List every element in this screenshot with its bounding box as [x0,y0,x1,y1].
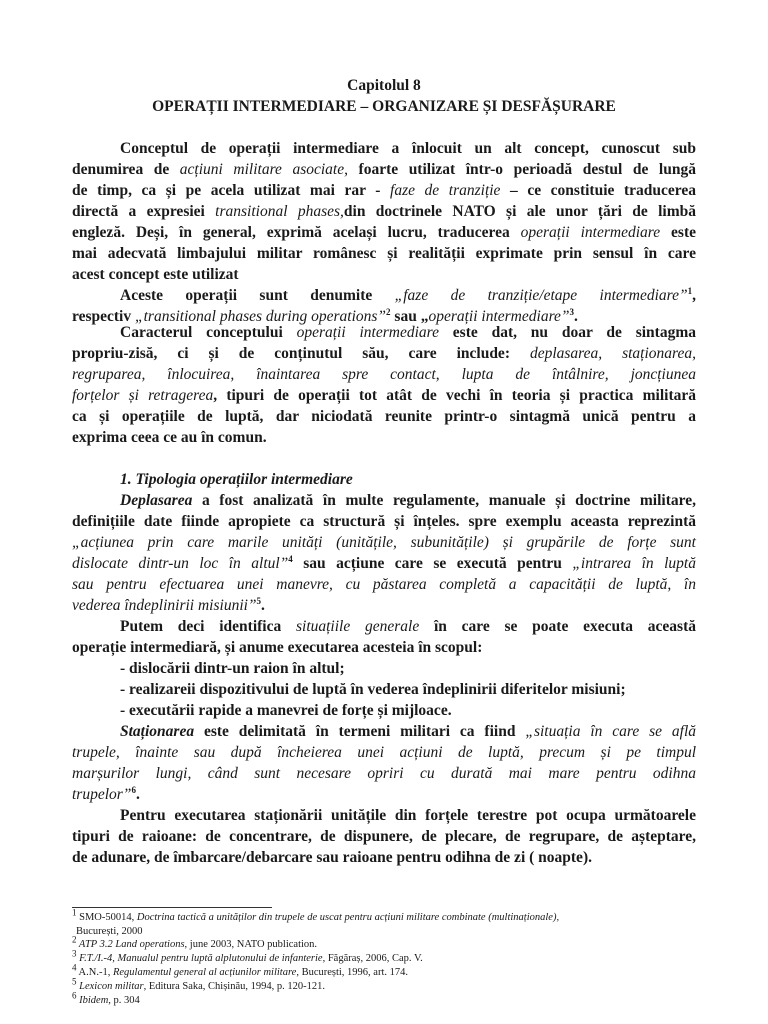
text-line: vederea îndeplinirii misiunii”$^5$. [72,595,265,614]
text-line: respectiv „transitional phases during operations”$^2$ sau „operații intermediare”$^3$. [72,306,578,325]
text-line: dislocate dintr-un loc în altul”$^4$ sau acțiune care se execută pentru „intrarea în luptă [72,553,696,572]
text-line: de timp, ca și pe acela utilizat mai rar - faze de tranziție – ce constituie traducerea [72,182,696,199]
text-line: directă a expresiei transitional phases,din doctrinele NATO și ale unor țări de limbă [72,203,696,220]
paragraph-names [72,285,696,327]
text-line: de adunare, de îmbarcare/debarcare sau raioane pentru odihna de zi ( noapte). [72,849,592,866]
footnote-2: $^2$ ATP 3.2 Land operations, june 2003, NATO publication. [72,934,318,950]
text-line: Putem deci identifica situațiile generale în care se poate executa această [120,618,696,635]
text-line: Caracterul conceptului operații intermediare este dat, nu doar de sintagma [120,324,696,341]
footnote-5: $^5$ Lexicon militar, Editura Saka, Chișinău, 1994, p. 120-121. [72,976,325,992]
text-line: acest concept este utilizat [72,266,239,283]
paragraph-raioane [72,805,696,868]
text-line: mai adecvată limbajului militar românesc și realității exprimate prin sensul în care [72,245,696,262]
paragraph-situations [72,616,696,721]
text-line: ca și operațiile de luptă, dar niciodată reunite printr-o sintagmă unică pentru a [72,408,696,425]
paragraph-deplasarea [72,490,696,616]
list-item: - realizareii dispozitivului de luptă în vederea îndeplinirii diferitelor misiuni; [120,681,626,698]
footnote-3: $^3$ F.T./I.-4, Manualul pentru luptă alplutonului de infanterie, Făgăraș, 2006, Cap. V. [72,948,423,964]
text-line: forțelor și retragerea, tipuri de operații tot atât de vechi în teoria și practica militară [72,387,696,404]
text-line: tipuri de raioane: de concentrare, de dispunere, de plecare, de regrupare, de așteptare, [72,828,696,845]
chapter-label: Capitolul 8 [347,77,421,94]
text-line: Conceptul de operații intermediare a înlocuit un alt concept, cunoscut sub [120,140,696,157]
list-item: - executării rapide a manevrei de forțe și mijloace. [120,702,452,719]
footnote-6: $^6$ Ibidem, p. 304 [72,990,140,1006]
text-line: denumirea de acțiuni militare asociate, foarte utilizat într-o perioadă destul de lungă [72,161,696,178]
list-item: - dislocării dintr-un raion în altul; [120,660,345,677]
paragraph-stationarea [72,721,696,805]
text-line: marșurilor lungi, când sunt necesare opriri cu durată mai mare pentru odihna [72,765,696,782]
text-line: operație intermediară, și anume executarea acesteia în scopul: [72,639,483,656]
text-line: engleză. Deși, în general, exprimă același lucru, traducerea operații intermediare este [72,224,696,241]
text-line: trupelor”$^6$. [72,784,140,803]
footnote-1: $^1$ SMO-50014, Doctrina tactică a unităților din trupele de uscat pentru acțiuni militare combinate (multinaționale), București, 2000 [72,907,560,937]
text-line: regruparea, înlocuirea, înaintarea spre contact, lupta de întâlnire, joncțiunea [72,366,696,383]
text-line: Pentru executarea staționării unitățile din forțele terestre pot ocupa următoarele [120,807,696,824]
text-line: definițiile date fiinde apropiete ca structură și înțeles. spre exemplu aceasta reprezintă [72,513,696,530]
text-line: propriu-zisă, ci și de conținutul său, care include: deplasarea, staționarea, [72,345,696,362]
text-line: exprima ceea ce au în comun. [72,429,267,446]
footnote-separator [72,907,272,908]
footnote-4: $^4$ A.N.-1, Regulamentul general al acțiunilor militare, București, 1996, art. 174. [72,962,409,978]
text-line: Deplasarea a fost analizată în multe regulamente, manuale și doctrine militare, [120,492,696,509]
text-line: trupele, înainte sau după încheierea unei acțiuni de luptă, precum și pe timpul [72,744,696,761]
text-line: „acțiunea prin care marile unități (unitățile, subunitățile) și grupările de forțe sunt [72,534,696,551]
text-line: Aceste operații sunt denumite „faze de tranziție/etape intermediare”$^1$, [120,285,696,304]
paragraph-intro [72,138,696,285]
text-line: Staționarea este delimitată în termeni militari ca fiind „situația în care se află [120,723,696,740]
text-line: sau pentru efectuarea unei manevre, cu păstarea completă a capacității de luptă, în [72,576,696,593]
section-heading: 1. Tipologia operațiilor intermediare [120,471,353,488]
chapter-title: OPERAȚII INTERMEDIARE – ORGANIZARE ȘI DESFĂȘURARE [152,98,616,115]
paragraph-character [72,322,696,448]
